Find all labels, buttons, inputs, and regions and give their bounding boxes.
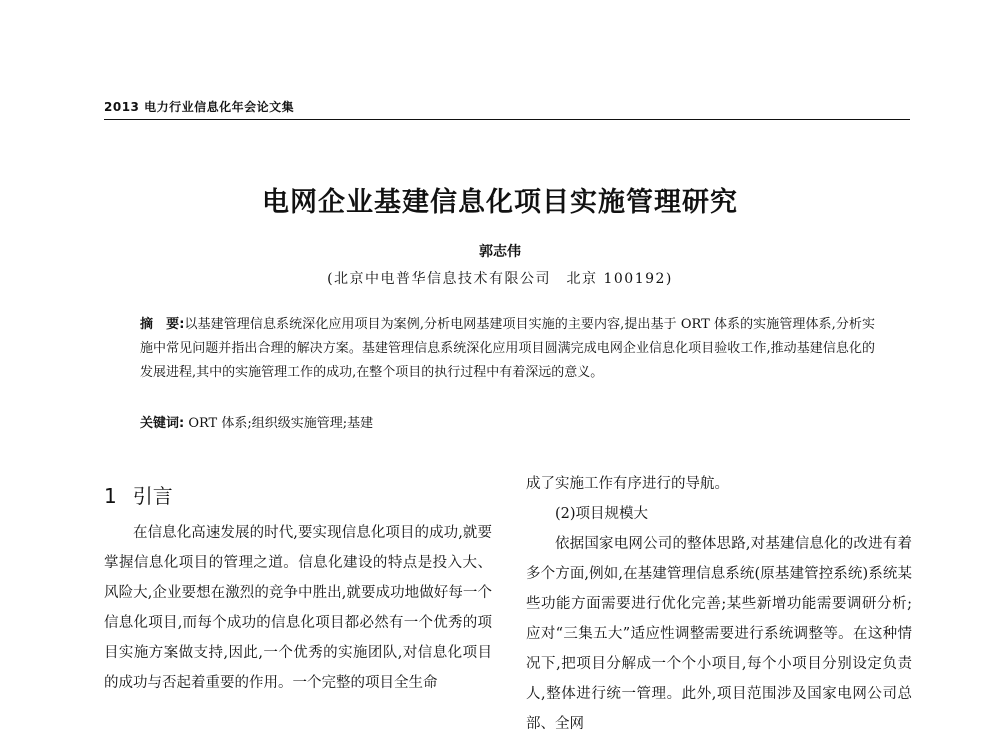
section-number: 1 <box>104 484 117 508</box>
keywords <box>140 412 875 436</box>
continuation-line: 成了实施工作有序进行的导航。 <box>526 476 729 492</box>
author-name: 郭志伟 <box>479 244 521 260</box>
right-column <box>526 469 912 739</box>
keywords-text: ORT 体系;组织级实施管理;基建 <box>184 416 374 431</box>
header-rule <box>104 119 910 120</box>
section-title: 引言 <box>132 484 173 508</box>
author-affiliation: (北京中电普华信息技术有限公司 北京 100192) <box>327 271 673 287</box>
abstract <box>140 313 875 385</box>
section-heading-introduction <box>104 480 173 509</box>
intro-paragraph: 在信息化高速发展的时代,要实现信息化项目的成功,就要掌握信息化项目的管理之道。信息化建设的特点是投入大、风险大,企业要想在激烈的竞争中胜出,就要成功地做好每一个信息化项目,而每个成功的信息化项目都必然有一个优秀的项目实施方案做支持,因此,一个优秀的实施团队,对信息化项目的成功与否起着重要的作用。一个完整的项目全生命 <box>104 525 492 691</box>
paper-title: 电网企业基建信息化项目实施管理研究 <box>262 187 738 218</box>
subheading-project-scale: (2)项目规模大 <box>555 506 649 522</box>
keywords-label: 关键词: <box>140 416 185 431</box>
project-scale-paragraph: 依据国家电网公司的整体思路,对基建信息化的改进有着多个方面,例如,在基建管理信息系统(原基建管控系统)系统某些功能方面需要进行优化完善;某些新增功能需要调研分析;应对“三集五大”适应性调整需要进行系统调整等。在这种情况下,把项目分解成一个个小项目,每个小项目分别设定负责人,整体进行统一管理。此外,项目范围涉及国家电网公司总部、全网 <box>526 536 912 732</box>
left-column <box>104 518 492 698</box>
running-head: 2013 电力行业信息化年会论文集 <box>104 100 295 114</box>
abstract-text: 以基建管理信息系统深化应用项目为案例,分析电网基建项目实施的主要内容,提出基于 ORT 体系的实施管理体系,分析实施中常见问题并指出合理的解决方案。基建管理信息系统深化应用项目圆满完成电网企业信息化项目验收工作,推动基建信息化的发展进程,其中的实施管理工作的成功,在整个项目的执行过程中有着深远的意义。 <box>140 317 875 380</box>
abstract-label: 摘 要: <box>140 317 185 332</box>
